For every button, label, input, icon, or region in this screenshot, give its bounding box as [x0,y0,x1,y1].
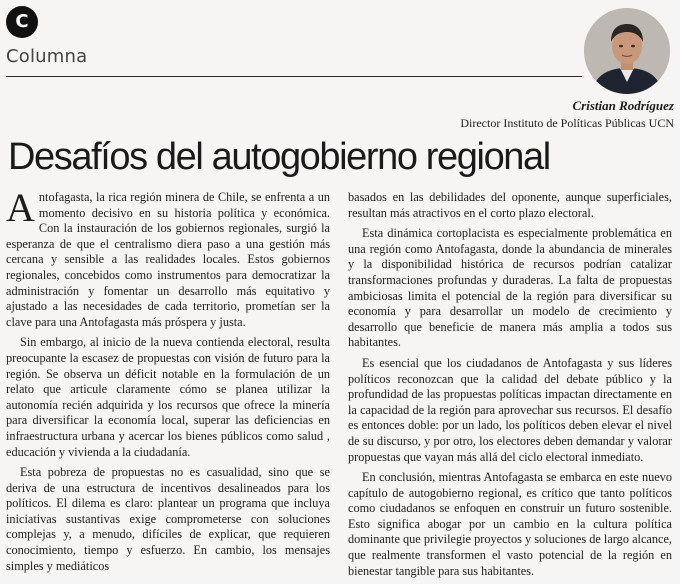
author-photo [584,8,670,94]
article-paragraph: Esta pobreza de propuestas no es casualidad, sino que se deriva de una estructura de incentivos desalineados para los políticos. El dilema es claro: plantear un programa que incluya iniciativas sustantivas exige comprometerse con soluciones complejas y, a menudo, difíciles de explicar, que requieren conocimiento, tiempo y esfuerzo. En cambio, los mensajes simples y mediáticos [6,465,330,573]
author-portrait-icon [584,8,670,94]
article-paragraph: Esta dinámica cortoplacista es especialmente problemática en una región como Antofagasta, donde la abundancia de minerales y la disponibilidad histórica de recursos podrían catalizar transformaciones profundas y duraderas. La falta de propuestas ambiciosas limita el potencial de la región para diversificar su economía y para desarrollar un modelo de crecimiento y desarrollo que beneficie de manera más amplia a todos sus habitantes. [348,226,672,350]
article-paragraph: En conclusión, mientras Antofagasta se embarca en este nuevo capítulo de autogobierno regional, es crítico que tanto políticos como ciudadanos se enfoquen en construir un futuro sostenible. Esto significa abogar por un cambio en la cultura política dominante que privilegie proyectos y soluciones de largo alcance, que realmente transformen el vasto potencial de la región en bienestar tangible para sus habitantes. [348,470,672,578]
section-badge: C [6,6,38,38]
article-title: Desafíos del autogobierno regional [8,136,550,178]
article-column-right [348,190,672,584]
drop-cap: A [6,185,35,230]
article-column-left [6,185,330,579]
author-name: Cristian Rodríguez [572,98,674,113]
author-role: Director Instituto de Políticas Públicas UCN [460,116,674,130]
article-paragraph [6,185,330,330]
section-label: Columna [6,46,88,67]
article-paragraph: Es esencial que los ciudadanos de Antofagasta y sus líderes políticos reconozcan que la calidad del debate público y la profundidad de las propuestas políticas impactan directamente en la capacidad de la región para aprovechar sus recursos. El desafío es entonces doble: por un lado, los políticos deben elevar el nivel de su discurso, y por otro, los electores deben demandar y valorar propuestas que vayan más allá del ciclo electoral inmediato. [348,355,672,464]
article-paragraph: Sin embargo, al inicio de la nueva contienda electoral, resulta preocupante la escasez de propuestas con visión de futuro para la región. Se observa un déficit notable en la formulación de un relato que articule claramente cómo se planea utilizar la autonomía recién adquirida y los recursos que ofrece la minería para diversificar la economía local, superar las deficiencias en infraestructura urbana y acercar los bienes públicos como salud , educación y vivienda a la ciudadanía. [6,335,330,459]
paragraph-text: ntofagasta, la rica región minera de Chile, se enfrenta a un momento decisivo en su historia política y económica. Con la instauración de los gobiernos regionales, surgió la esperanza de que el centralismo diera paso a una gestión más cercana y sensible a las realidades locales. Estos gobiernos regionales, concebidos como instrumentos para democratizar la administración y fomentar un desarrollo más equitativo y ajustado a las necesidades de cada territorio, prometían ser la clave para una Antofagasta más próspera y justa. [6,190,330,329]
author-byline [460,98,674,131]
header-divider [6,76,582,77]
article-paragraph: basados en las debilidades del oponente, aunque superficiales, resultan más atractivos en el corto plazo electoral. [348,190,672,220]
